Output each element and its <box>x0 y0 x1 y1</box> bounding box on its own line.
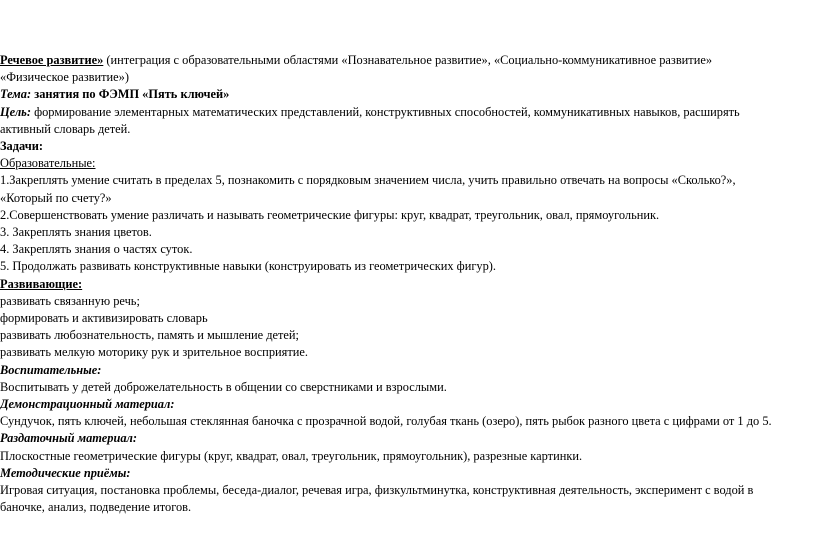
demo-material-heading: Демонстрационный материал: <box>0 397 175 412</box>
methods-heading: Методические приёмы: <box>0 465 131 480</box>
tasks-heading: Задачи: <box>0 139 43 154</box>
handout-material-heading: Раздаточный материал: <box>0 431 138 446</box>
section-title: Речевое развитие» <box>0 53 104 67</box>
goal-label: Цель: <box>0 104 31 119</box>
methods-text-2: баночке, анализ, подведение итогов. <box>0 500 192 515</box>
goal-line-2: активный словарь детей. <box>0 121 131 136</box>
educational-heading: Образовательные: <box>0 156 96 171</box>
educational-item: 2.Совершенствовать умение различать и называть геометрические фигуры: круг, квадрат, треугольник, овал, прямоугольник. <box>0 207 660 222</box>
educational-item: 5. Продолжать развивать конструктивные навыки (конструировать из геометрических фигур). <box>0 259 497 274</box>
developing-heading: Развивающие: <box>0 276 83 291</box>
developing-item: формировать и активизировать словарь <box>0 311 208 326</box>
educational-item: «Который по счету?» <box>0 190 112 205</box>
header-line <box>0 52 812 69</box>
developing-item: развивать связанную речь; <box>0 293 140 308</box>
demo-material-text: Сундучок, пять ключей, небольшая стеклянная баночка с прозрачной водой, голубая ткань (озеро), пять рыбок разного цвета с цифрами от 1 до 5. <box>0 414 772 429</box>
upbringing-text: Воспитывать у детей доброжелательность в общении со сверстниками и взрослыми. <box>0 379 447 394</box>
handout-material-text: Плоскостные геометрические фигуры (круг, квадрат, овал, треугольник, прямоугольник), разрезные картинки. <box>0 448 583 463</box>
educational-item: 4. Закреплять знания о частях суток. <box>0 242 193 257</box>
educational-item: 3. Закреплять знания цветов. <box>0 225 152 240</box>
theme-label: Тема: <box>0 87 32 102</box>
theme-value: занятия по ФЭМП «Пять ключей» <box>31 87 230 102</box>
integration-text: (интеграция с образовательными областями «Познавательное развитие», «Социально-коммуникативное развитие» <box>103 53 713 67</box>
educational-item: 1.Закреплять умение считать в пределах 5, познакомить с порядковым значением числа, учить правильно отвечать на вопросы «Сколько?», <box>0 173 736 188</box>
lesson-plan-document <box>0 52 812 516</box>
developing-item: развивать мелкую моторику рук и зрительное восприятие. <box>0 345 308 360</box>
upbringing-heading: Воспитательные: <box>0 362 102 377</box>
integration-continued: «Физическое развитие») <box>0 70 129 85</box>
developing-item: развивать любознательность, память и мышление детей; <box>0 328 299 343</box>
goal-line <box>0 104 812 121</box>
theme-line <box>0 86 812 103</box>
methods-text: Игровая ситуация, постановка проблемы, беседа-диалог, речевая игра, физкультминутка, конструктивная деятельность, эксперимент с водой в <box>0 483 754 498</box>
goal-text: формирование элементарных математических представлений, конструктивных способностей, коммуникативных навыков, расширять <box>30 104 740 119</box>
